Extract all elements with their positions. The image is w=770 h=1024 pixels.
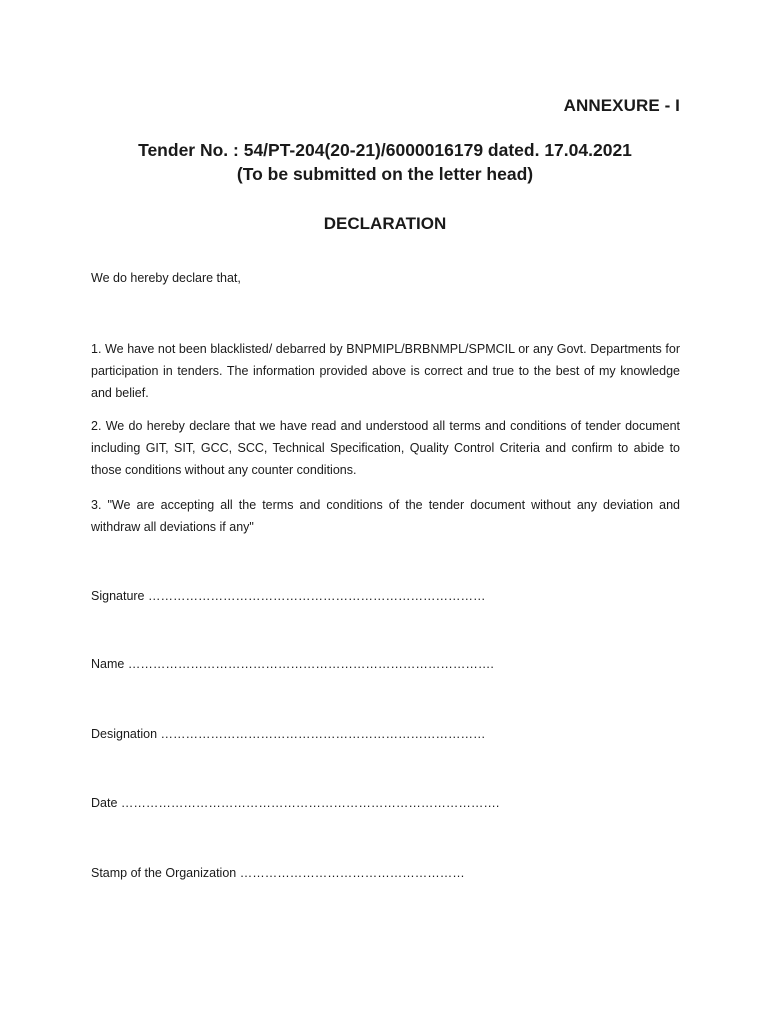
submission-note: (To be submitted on the letter head) bbox=[236, 164, 534, 184]
tender-number: Tender No. : 54/PT-204(20-21)/6000016179 dated. 17.04.2021 bbox=[138, 140, 632, 160]
declaration-point-1: 1. We have not been blacklisted/ debarred by BNPMIPL/BRBNMPL/SPMCIL or any Govt. Departments for participation in tenders. The information provided above is correct and true to the best of my knowledge and belief. bbox=[91, 342, 680, 400]
designation-field: Designation …………………………………………………………………… bbox=[91, 727, 486, 741]
tender-heading bbox=[0, 138, 770, 186]
signature-field: Signature ……………………………………………………………………… bbox=[91, 589, 486, 603]
declaration-point-2: 2. We do hereby declare that we have read and understood all terms and conditions of tender document including GIT, SIT, GCC, SCC, Technical Specification, Quality Control Criteria and confirm to abide to those conditions without any counter conditions. bbox=[91, 419, 680, 477]
date-field: Date ………………………………………………………………………………. bbox=[91, 796, 500, 810]
declaration-point-3: 3. "We are accepting all the terms and conditions of the tender document without any deviation and withdraw all deviations if any" bbox=[91, 498, 680, 534]
annexure-label: ANNEXURE - I bbox=[563, 96, 680, 115]
stamp-field: Stamp of the Organization ……………………………………………… bbox=[91, 866, 465, 880]
intro-text: We do hereby declare that, bbox=[91, 271, 241, 285]
name-field: Name ……………………………………………………………………………. bbox=[91, 657, 494, 671]
page-title: DECLARATION bbox=[323, 214, 447, 233]
